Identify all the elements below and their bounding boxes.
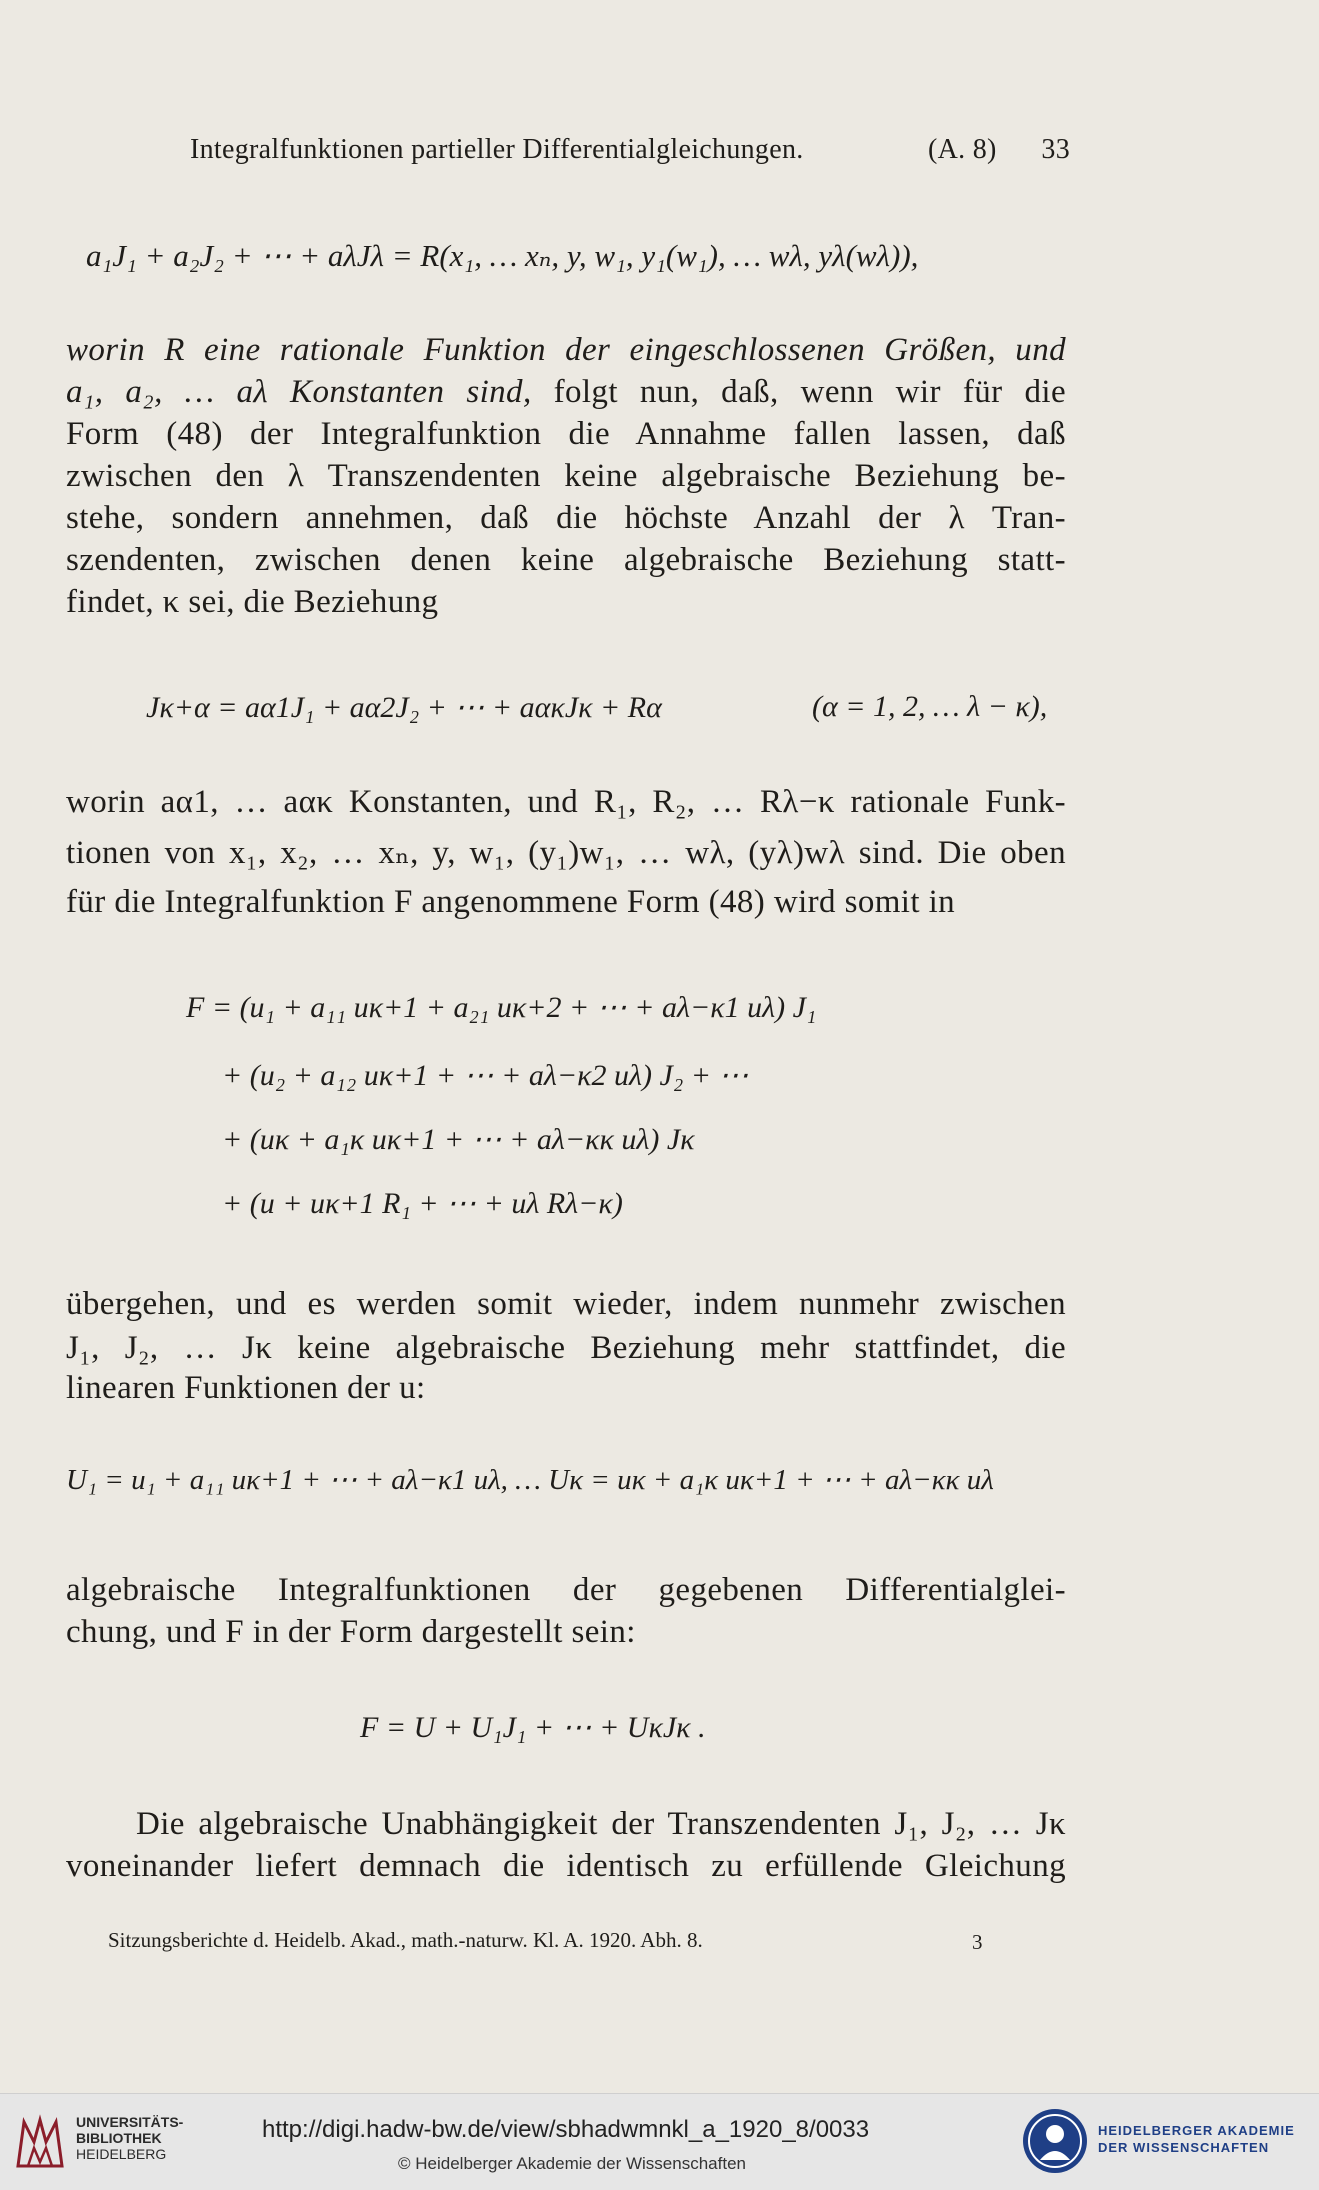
copyright-notice: © Heidelberger Akademie der Wissenschaften — [398, 2154, 746, 2173]
footer-signature: 3 — [972, 1930, 983, 1954]
equation-4: U₁ = u₁ + a₁₁ uκ+1 + ⋯ + aλ−κ1 uλ, … Uκ = uκ + a₁κ uκ+1 + ⋯ + aλ−κκ uλ — [66, 1464, 994, 1496]
equation-2-condition: (α = 1, 2, … λ − κ), — [812, 690, 1048, 723]
paragraph-1-line-6: szendenten, zwischen denen keine algebraische Beziehung statt- — [66, 542, 1066, 578]
equation-3-line-1: F = (u₁ + a₁₁ uκ+1 + a₂₁ uκ+2 + ⋯ + aλ−κ1 uλ) J₁ — [186, 991, 817, 1024]
running-header-title: Integralfunktionen partieller Differentialgleichungen. — [190, 134, 804, 165]
paragraph-3-line-1: übergehen, und es werden somit wieder, indem nunmehr zwischen — [66, 1286, 1066, 1322]
paragraph-5-line-2: voneinander liefert demnach die identisch zu erfüllende Gleichung — [66, 1848, 1066, 1884]
paragraph-3-line-3: linearen Funktionen der u: — [66, 1370, 426, 1406]
paragraph-1-line-3: Form (48) der Integralfunktion die Annahme fallen lassen, daß — [66, 416, 1066, 452]
equation-5: F = U + U₁J₁ + ⋯ + UκJκ . — [360, 1711, 706, 1744]
academy-seal-icon[interactable] — [1020, 2106, 1090, 2176]
paragraph-4-line-1: algebraische Integralfunktionen der gegebenen Differentialglei- — [66, 1572, 1066, 1608]
equation-2: Jκ+α = aα1J₁ + aα2J₂ + ⋯ + aακJκ + Rα — [146, 691, 662, 724]
paragraph-2-line-3: für die Integralfunktion F angenommene Form (48) wird somit in — [66, 884, 956, 920]
equation-3-line-2: + (u₂ + a₁₂ uκ+1 + ⋯ + aλ−κ2 uλ) J₂ + ⋯ — [222, 1059, 749, 1092]
equation-1: a₁J₁ + a₂J₂ + ⋯ + aλJλ = R(x₁, … xₙ, y, w₁, y₁(w₁), … wλ, yλ(wλ)), — [86, 238, 919, 273]
paragraph-2-line-2: tionen von x₁, x₂, … xₙ, y, w₁, (y₁)w₁, … wλ, (yλ)wλ sind. Die oben — [66, 835, 1066, 871]
university-library-name: UNIVERSITÄTS- BIBLIOTHEK HEIDELBERG — [76, 2114, 184, 2162]
paragraph-1-line-1: worin R eine rationale Funktion der eingeschlossenen Größen, und — [66, 332, 1066, 368]
paragraph-5-line-1: Die algebraische Unabhängigkeit der Transzendenten J₁, J₂, … Jκ — [136, 1806, 1066, 1842]
equation-3-line-3: + (uκ + a₁κ uκ+1 + ⋯ + aλ−κκ uλ) Jκ — [222, 1123, 695, 1156]
paragraph-1-line-4: zwischen den λ Transzendenten keine algebraische Beziehung be- — [66, 458, 1066, 494]
paragraph-1-line-7: findet, κ sei, die Beziehung — [66, 584, 439, 620]
document-url-link[interactable]: http://digi.hadw-bw.de/view/sbhadwmnkl_a_1920_8/0033 — [262, 2116, 870, 2143]
page-number: 33 — [1041, 134, 1070, 165]
paragraph-1-line-2: a₁, a₂, … aλ Konstanten sind, folgt nun, daß, wenn wir für die — [66, 374, 1066, 410]
viewer-footer-bar — [0, 2093, 1319, 2190]
footer-citation: Sitzungsberichte d. Heidelb. Akad., math.-naturw. Kl. A. 1920. Abh. 8. — [108, 1928, 703, 1952]
paragraph-3-line-2: J₁, J₂, … Jκ keine algebraische Beziehung mehr stattfindet, die — [66, 1330, 1066, 1366]
equation-3-line-4: + (u + uκ+1 R₁ + ⋯ + uλ Rλ−κ) — [222, 1187, 623, 1220]
paragraph-4-line-2: chung, und F in der Form dargestellt sein: — [66, 1614, 636, 1650]
academy-name: HEIDELBERGER AKADEMIE DER WISSENSCHAFTEN — [1098, 2123, 1295, 2155]
running-header-section: (A. 8) — [928, 134, 997, 165]
paragraph-2-line-1: worin aα1, … aακ Konstanten, und R₁, R₂, … Rλ−κ rationale Funk- — [66, 784, 1066, 820]
paragraph-1-line-5: stehe, sondern annehmen, daß die höchste Anzahl der λ Tran- — [66, 500, 1066, 536]
university-library-logo-icon[interactable] — [14, 2112, 66, 2172]
